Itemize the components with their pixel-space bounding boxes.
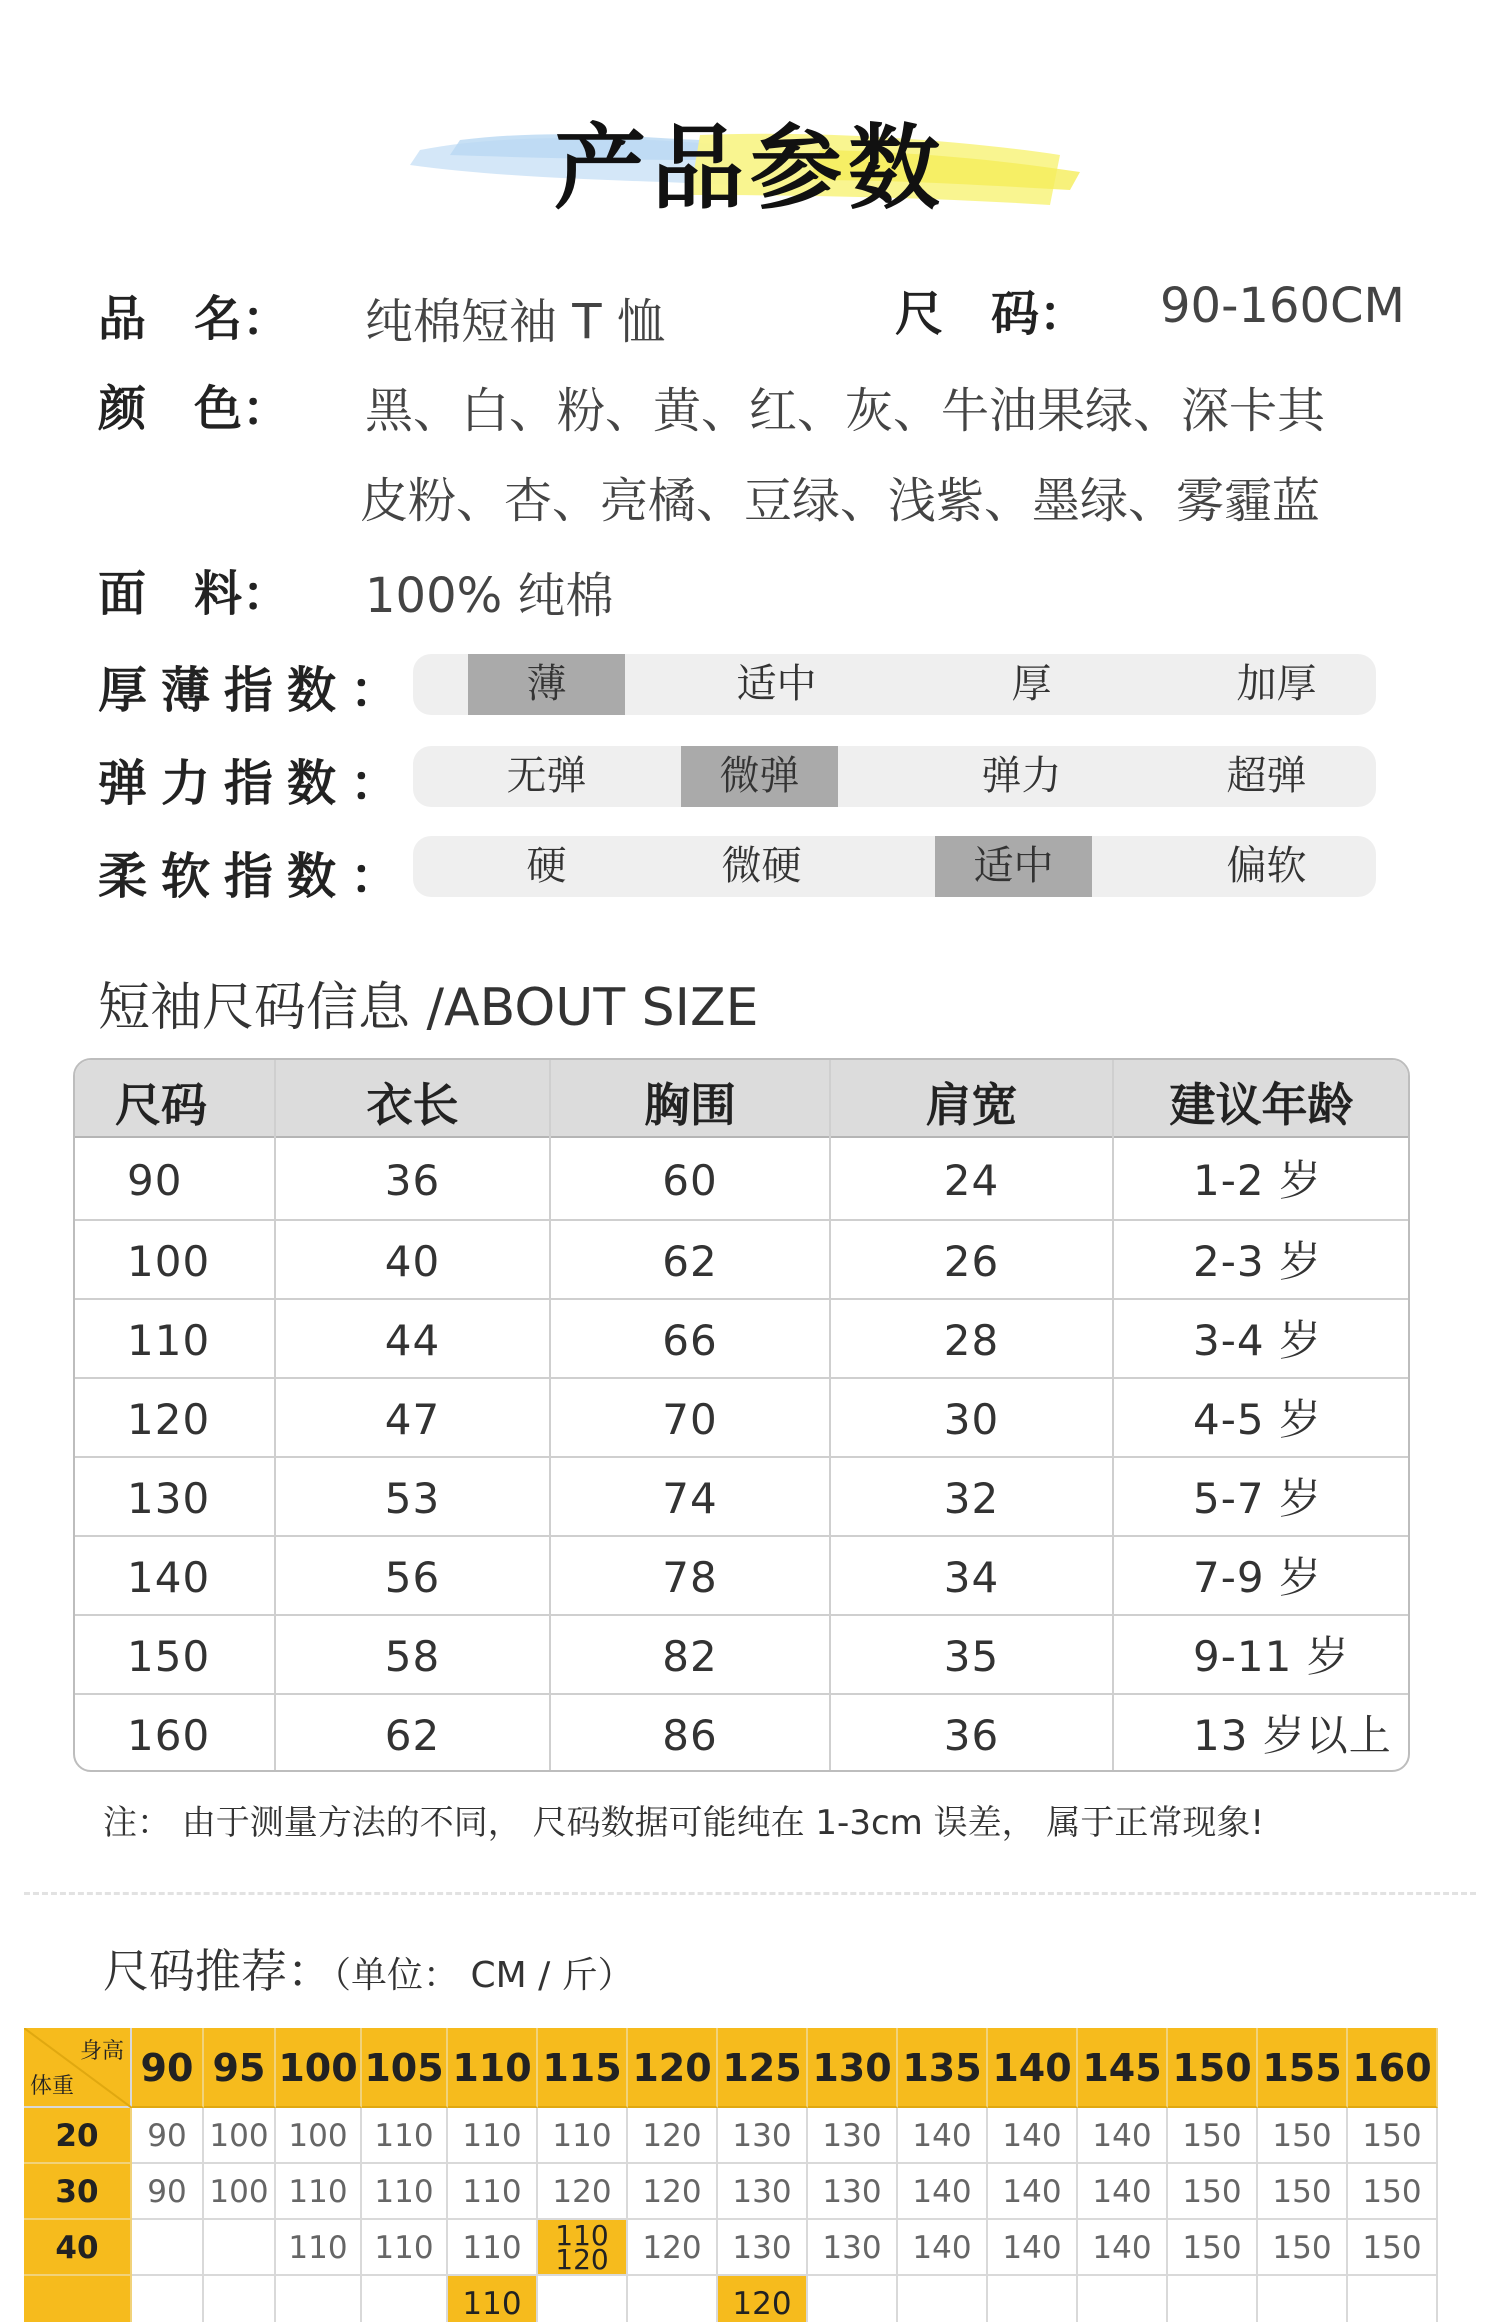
size-cell: 150	[1258, 2164, 1348, 2220]
table-cell: 60	[662, 1156, 718, 1205]
page-title: 产品参数	[553, 115, 946, 222]
thickness-option-medium: 适中	[736, 661, 817, 707]
table-cell: 62	[384, 1711, 441, 1760]
thickness-index-bar	[413, 654, 1376, 715]
thickness-index-label: 厚薄指数：	[98, 662, 414, 719]
grid-corner	[24, 2028, 132, 2108]
table-cell: 1-2 岁	[1193, 1156, 1322, 1205]
height-header: 115	[538, 2028, 628, 2108]
size-cell: 120	[538, 2164, 628, 2220]
size-cell: 140	[1078, 2220, 1168, 2276]
height-header: 95	[204, 2028, 276, 2108]
header-size: 尺码	[115, 1078, 207, 1132]
table-cell: 26	[943, 1237, 1000, 1286]
corner-height-label: 身高	[79, 2039, 124, 2064]
table-cell: 150	[127, 1632, 211, 1681]
size-cell: 130	[808, 2220, 898, 2276]
height-header: 90	[132, 2028, 204, 2108]
table-divider	[549, 1060, 551, 1770]
size-cell: 150	[1168, 2220, 1258, 2276]
header-age: 建议年龄	[1169, 1078, 1354, 1132]
weight-label: 40	[24, 2220, 132, 2276]
table-cell: 66	[662, 1316, 718, 1365]
size-cell: 150	[1348, 2108, 1438, 2164]
table-cell: 36	[384, 1156, 441, 1205]
size-cell: 100	[276, 2108, 362, 2164]
table-cell: 90	[127, 1156, 183, 1205]
table-cell: 58	[384, 1632, 441, 1681]
color-value-line1: 黑、白、粉、黄、红、灰、牛油果绿、深卡其	[365, 383, 1326, 439]
height-header: 125	[718, 2028, 808, 2108]
size-cell	[1168, 2276, 1258, 2322]
size-cell	[988, 2276, 1078, 2322]
size-cell: 130	[808, 2108, 898, 2164]
size-cell: 150	[1258, 2108, 1348, 2164]
name-label: 品 名：	[98, 291, 291, 347]
table-cell: 70	[662, 1395, 718, 1444]
height-header: 130	[808, 2028, 898, 2108]
size-cell	[538, 2276, 628, 2322]
size-cell: 120	[628, 2108, 718, 2164]
thickness-option-thick: 厚	[1011, 661, 1052, 707]
table-cell: 44	[384, 1316, 441, 1365]
size-cell: 150	[1258, 2220, 1348, 2276]
size-cell: 130	[718, 2164, 808, 2220]
header-length: 衣长	[366, 1078, 459, 1132]
table-cell: 35	[943, 1632, 1000, 1681]
size-cell: 140	[898, 2220, 988, 2276]
size-cell	[132, 2220, 204, 2276]
elasticity-option-none: 无弹	[506, 753, 587, 799]
size-cell: 130	[718, 2108, 808, 2164]
size-cell: 110	[448, 2220, 538, 2276]
size-cell	[898, 2276, 988, 2322]
softness-index-bar	[413, 836, 1376, 897]
header-shoulder: 肩宽	[925, 1078, 1018, 1132]
elasticity-option-elastic: 弹力	[981, 753, 1062, 799]
table-cell: 130	[127, 1474, 211, 1523]
size-cell: 100	[204, 2164, 276, 2220]
table-cell: 2-3 岁	[1193, 1237, 1322, 1286]
table-cell: 53	[384, 1474, 441, 1523]
height-header: 110	[448, 2028, 538, 2108]
recommend-title	[103, 1935, 634, 2001]
table-cell: 47	[384, 1395, 441, 1444]
color-label: 颜 色：	[98, 381, 291, 437]
recommend-unit: （单位： CM / 斤）	[333, 1955, 634, 1996]
table-cell: 86	[662, 1711, 718, 1760]
table-divider	[1112, 1060, 1114, 1770]
size-cell: 110	[538, 2108, 628, 2164]
softness-option-slightly-hard: 微硬	[721, 843, 802, 889]
size-cell: 140	[898, 2164, 988, 2220]
table-cell: 13 岁以上	[1193, 1711, 1392, 1760]
softness-option-medium: 适中	[935, 836, 1092, 897]
table-cell: 5-7 岁	[1193, 1474, 1322, 1523]
size-cell: 110	[276, 2220, 362, 2276]
elasticity-option-super: 超弹	[1226, 753, 1307, 799]
weight-label	[24, 2276, 132, 2322]
size-cell	[1258, 2276, 1348, 2322]
table-cell: 74	[662, 1474, 718, 1523]
height-header: 145	[1078, 2028, 1168, 2108]
size-cell: 110	[448, 2276, 538, 2322]
size-cell: 140	[1078, 2164, 1168, 2220]
height-header: 105	[362, 2028, 448, 2108]
size-cell: 150	[1348, 2220, 1438, 2276]
size-cell: 90	[132, 2108, 204, 2164]
title-banner	[0, 80, 1500, 230]
size-cell	[204, 2220, 276, 2276]
color-value-line2: 皮粉、杏、亮橘、豆绿、浅紫、墨绿、雾霾蓝	[360, 473, 1321, 529]
table-cell: 24	[943, 1156, 1000, 1205]
size-cell: 110	[362, 2220, 448, 2276]
size-cell	[628, 2276, 718, 2322]
size-recommend-grid	[24, 2028, 1460, 2322]
weight-label: 30	[24, 2164, 132, 2220]
table-cell: 34	[943, 1553, 1000, 1602]
size-cell: 140	[898, 2108, 988, 2164]
material-label: 面 料：	[98, 566, 291, 622]
size-cell	[1078, 2276, 1168, 2322]
size-label: 尺 码：	[895, 286, 1088, 342]
size-cell: 90	[132, 2164, 204, 2220]
table-cell: 4-5 岁	[1193, 1395, 1322, 1444]
thickness-option-extra-thick: 加厚	[1236, 661, 1317, 707]
size-cell: 150	[1168, 2164, 1258, 2220]
size-cell	[808, 2276, 898, 2322]
height-header: 160	[1348, 2028, 1438, 2108]
size-note: 注： 由于测量方法的不同， 尺码数据可能纯在 1-3cm 误差， 属于正常现象!	[103, 1803, 1265, 1843]
table-cell: 7-9 岁	[1193, 1553, 1322, 1602]
size-cell: 110	[362, 2164, 448, 2220]
table-cell: 28	[943, 1316, 1000, 1365]
size-section-title: 短袖尺码信息 /ABOUT SIZE	[98, 978, 759, 1038]
elasticity-option-slight: 微弹	[681, 746, 838, 807]
table-cell: 62	[662, 1237, 718, 1286]
thickness-option-thin: 薄	[468, 654, 625, 715]
size-cell: 110 120	[538, 2220, 628, 2276]
height-header: 140	[988, 2028, 1078, 2108]
table-cell: 36	[943, 1711, 1000, 1760]
size-cell	[362, 2276, 448, 2322]
size-cell	[132, 2276, 204, 2322]
size-cell	[204, 2276, 276, 2322]
height-header: 150	[1168, 2028, 1258, 2108]
table-cell: 9-11 岁	[1193, 1632, 1350, 1681]
name-value: 纯棉短袖 T 恤	[365, 294, 665, 350]
size-cell: 140	[988, 2164, 1078, 2220]
table-cell: 160	[127, 1711, 211, 1760]
size-cell: 140	[1078, 2108, 1168, 2164]
table-cell: 56	[384, 1553, 441, 1602]
size-cell: 140	[988, 2220, 1078, 2276]
table-cell: 120	[127, 1395, 211, 1444]
size-value: 90-160CM	[1160, 278, 1405, 334]
size-cell: 150	[1168, 2108, 1258, 2164]
table-cell: 100	[127, 1237, 211, 1286]
size-cell: 110	[448, 2108, 538, 2164]
table-cell: 78	[662, 1553, 718, 1602]
size-cell: 120	[718, 2276, 808, 2322]
size-cell: 110	[276, 2164, 362, 2220]
table-cell: 82	[662, 1632, 718, 1681]
elasticity-index-label: 弹力指数：	[98, 755, 414, 812]
size-table	[73, 1058, 1410, 1772]
table-divider	[829, 1060, 831, 1770]
table-cell: 32	[943, 1474, 1000, 1523]
material-value: 100% 纯棉	[365, 568, 614, 624]
size-cell: 100	[204, 2108, 276, 2164]
softness-option-hard: 硬	[526, 843, 567, 889]
table-cell: 110	[127, 1316, 211, 1365]
size-cell: 120	[628, 2164, 718, 2220]
elasticity-index-bar	[413, 746, 1376, 807]
height-header: 135	[898, 2028, 988, 2108]
height-header: 155	[1258, 2028, 1348, 2108]
table-cell: 30	[943, 1395, 1000, 1444]
size-cell: 110	[362, 2108, 448, 2164]
height-header: 100	[276, 2028, 362, 2108]
header-chest: 胸围	[644, 1078, 736, 1132]
size-cell: 110	[448, 2164, 538, 2220]
size-cell: 140	[988, 2108, 1078, 2164]
corner-weight-label: 体重	[30, 2074, 75, 2099]
softness-option-soft: 偏软	[1226, 843, 1307, 889]
size-cell: 130	[718, 2220, 808, 2276]
size-cell	[276, 2276, 362, 2322]
table-cell: 140	[127, 1553, 211, 1602]
size-cell: 120	[628, 2220, 718, 2276]
table-divider	[274, 1060, 276, 1770]
recommend-title-text: 尺码推荐：	[103, 1944, 333, 1998]
size-cell: 130	[808, 2164, 898, 2220]
size-cell	[1348, 2276, 1438, 2322]
table-cell: 40	[384, 1237, 441, 1286]
height-header: 120	[628, 2028, 718, 2108]
weight-label: 20	[24, 2108, 132, 2164]
section-divider	[24, 1892, 1476, 1895]
size-cell: 150	[1348, 2164, 1438, 2220]
table-cell: 3-4 岁	[1193, 1316, 1322, 1365]
softness-index-label: 柔软指数：	[98, 848, 414, 905]
